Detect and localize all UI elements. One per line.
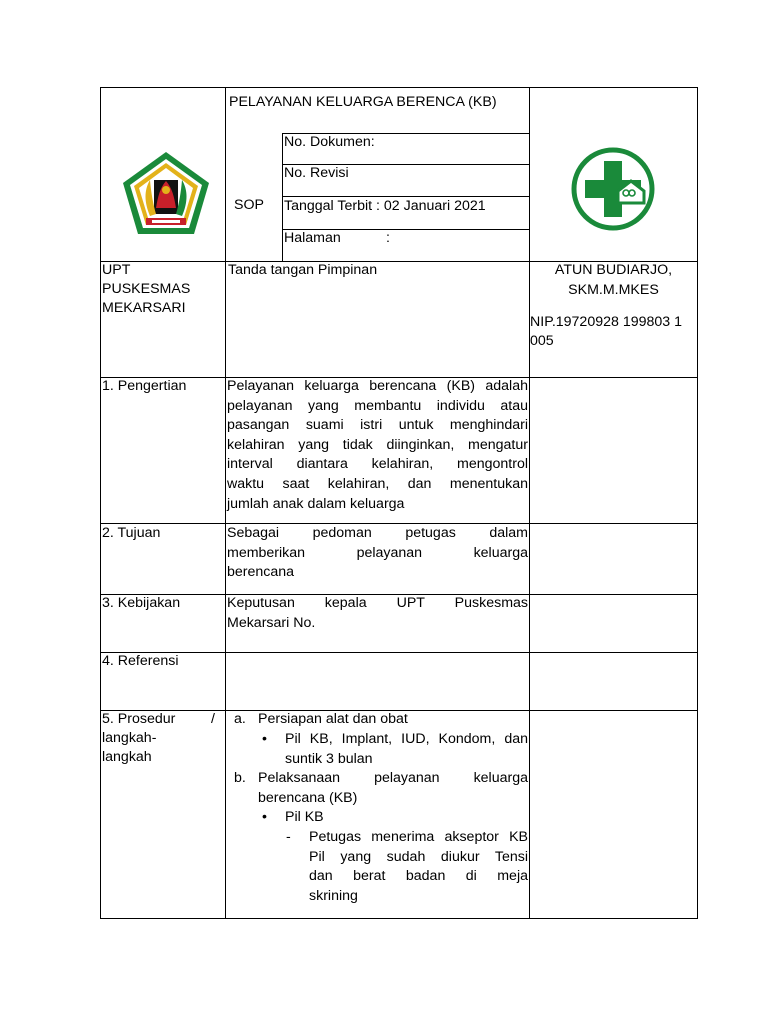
puskesmas-cross-svg (571, 147, 655, 231)
text-line: dan berat badan di meja (309, 868, 528, 885)
unit-name-line-3: MEKARSARI (102, 300, 186, 316)
text-line: Pelayanan keluarga berencana (KB) adalah (227, 378, 528, 394)
text-line: Mekarsari No. (227, 614, 316, 631)
doc-number-label: No. Dokumen: (284, 134, 375, 150)
text-line: Pil KB, Implant, IUD, Kondom, dan (285, 731, 528, 747)
step-b-text (258, 769, 528, 808)
section-referensi-label: 4. Referensi (102, 653, 179, 669)
section-prosedur-slash: / (211, 711, 215, 727)
text-line: suntik 3 bulan (285, 750, 373, 767)
document-title: PELAYANAN KELUARGA BERENCA (KB) (229, 94, 497, 110)
text-line: jumlah anak dalam keluarga (227, 495, 405, 512)
text-line: Pelaksanaan pelayanan keluarga (258, 770, 528, 786)
text-line: skrining (309, 887, 358, 904)
step-b-bullet: • (262, 809, 267, 825)
head-name-line-2: SKM.M.MKES (568, 282, 659, 298)
section-tujuan-label: 2. Tujuan (102, 525, 161, 541)
section-prosedur-label-3: langkah (102, 749, 152, 765)
step-b-marker: b. (234, 770, 246, 786)
text-line: pelayanan yang membantu individu atau (227, 397, 528, 414)
step-a-bullet: • (262, 731, 267, 747)
step-a-text: Persiapan alat dan obat (258, 711, 408, 727)
text-line: memberikan pelayanan keluarga (227, 544, 528, 561)
page-colon: : (386, 230, 390, 246)
text-line: berencana (227, 564, 295, 581)
text-line: waktu saat kelahiran, dan menentukan (227, 475, 528, 492)
text-line: Petugas menerima akseptor KB (309, 829, 528, 845)
text-line: berencana (KB) (258, 789, 358, 806)
nip-line-1: NIP.19720928 199803 1 (530, 314, 683, 330)
page-label: Halaman (284, 230, 341, 246)
text-line: Pil yang sudah diukur Tensi (309, 848, 528, 865)
head-name-line-1: ATUN BUDIARJO, (554, 262, 673, 278)
step-a-marker: a. (234, 711, 246, 727)
step-b-dash: - (286, 829, 291, 845)
puskesmas-cross-icon (571, 147, 655, 231)
section-kebijakan-text (227, 594, 528, 633)
revision-label: No. Revisi (284, 165, 349, 181)
text-line: Sebagai pedoman petugas dalam (227, 525, 528, 541)
sop-label: SOP (234, 197, 264, 213)
issue-date-label: Tanggal Terbit : 02 Januari 2021 (284, 198, 486, 214)
step-a-bullet-text (285, 730, 528, 769)
step-b-dash-text (309, 828, 528, 906)
text-line: Keputusan kepala UPT Puskesmas (227, 595, 528, 611)
section-pengertian-label: 1. Pengertian (102, 378, 187, 394)
unit-name-line-1: UPT (102, 262, 131, 278)
text-line: interval diantara kelahiran, mengontrol (227, 456, 528, 473)
section-kebijakan-label: 3. Kebijakan (102, 595, 181, 611)
nip-line-2: 005 (530, 333, 554, 349)
section-prosedur-label-2: langkah- (102, 730, 157, 746)
regency-crest-icon (120, 150, 212, 238)
signature-label: Tanda tangan Pimpinan (228, 262, 378, 278)
section-pengertian-text (227, 377, 528, 514)
step-b-bullet-text: Pil KB (285, 809, 324, 825)
text-line: pasangan suami istri untuk menghindari (227, 417, 528, 434)
unit-name-line-2: PUSKESMAS (102, 281, 191, 297)
section-prosedur-label: 5. Prosedur (102, 711, 176, 727)
regency-crest-svg (120, 150, 212, 238)
section-tujuan-text (227, 524, 528, 583)
text-line: kelahiran yang tidak diinginkan, mengatur (227, 436, 528, 453)
